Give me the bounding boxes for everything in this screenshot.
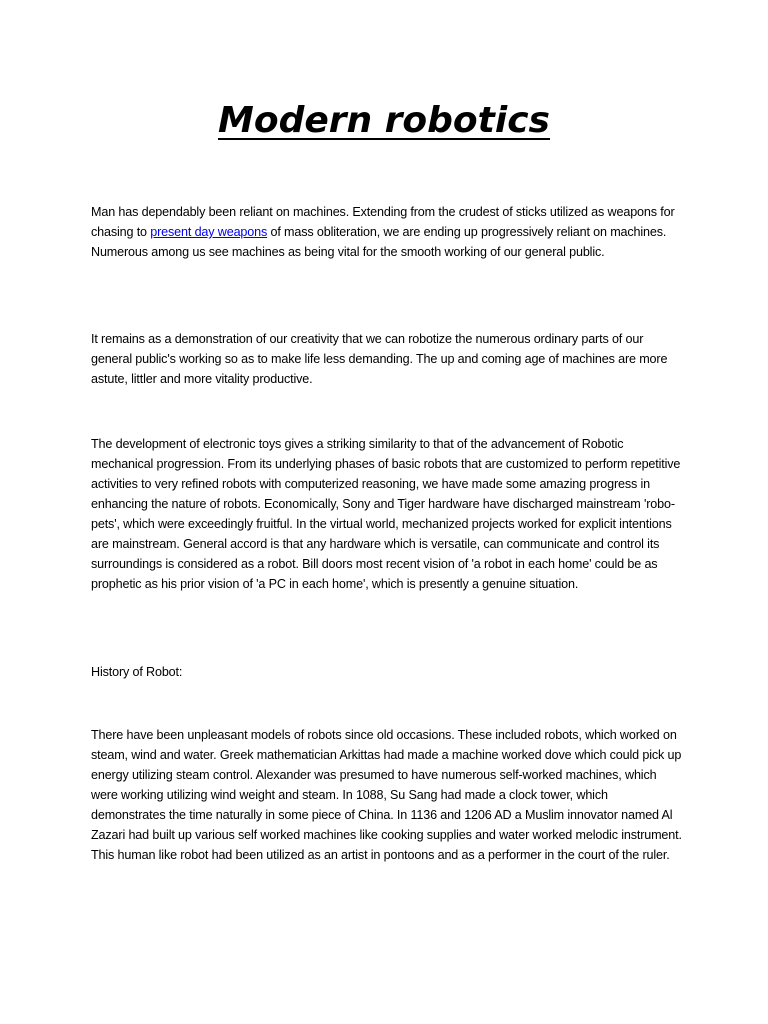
paragraph-intro-text-end: of mass obliteration, we are ending up progressively reliant on machines. Numerous among us see machines as being vital for the smooth working of our general public.: [91, 225, 667, 259]
present-day-weapons-link[interactable]: present day weapons: [150, 225, 268, 239]
paragraph-intro-text-start: Man has dependably been reliant on machines. Extending from the crudest of sticks utilized as weapons for chasing to: [91, 205, 675, 239]
document-title-text: Modern robotics: [218, 100, 550, 141]
paragraph-intro: [91, 202, 683, 262]
section-heading-history: History of Robot:: [91, 665, 183, 679]
paragraph-electronic-toys: The development of electronic toys gives a striking similarity to that of the advancement of Robotic mechanical progression. From its underlying phases of basic robots that are customized to perform repetitive activities to very refined robots with computerized reasoning, we have made some amazing progress in enhancing the nature of robots. Economically, Sony and Tiger hardware have discharged mainstream 'robo-pets', which were exceedingly fruitful. In the virtual world, mechanized projects worked for explicit intentions are mainstream. General accord is that any hardware which is versatile, can communicate and control its surroundings is considered as a robot. Bill doors most recent vision of 'a robot in each home' could be as prophetic as his prior vision of 'a PC in each home', which is presently a genuine situation.: [91, 437, 681, 591]
paragraph-history: There have been unpleasant models of robots since old occasions. These included robots, which worked on steam, wind and water. Greek mathematician Arkittas had made a machine worked dove which could pick up energy utilizing steam control. Alexander was presumed to have numerous self-worked machines, which were working utilizing wind weight and steam. In 1088, Su Sang had made a clock tower, which demonstrates the time naturally in some piece of China. In 1136 and 1206 AD a Muslim innovator named Al Zazari had built up various self worked machines like cooking supplies and water worked melodic instrument. This human like robot had been utilized as an artist in pontoons and as a performer in the court of the ruler.: [91, 728, 682, 862]
document-title: [0, 96, 768, 146]
paragraph-creativity: It remains as a demonstration of our creativity that we can robotize the numerous ordinary parts of our general public's working so as to make life less demanding. The up and coming age of machines are more astute, littler and more vitality productive.: [91, 332, 668, 386]
